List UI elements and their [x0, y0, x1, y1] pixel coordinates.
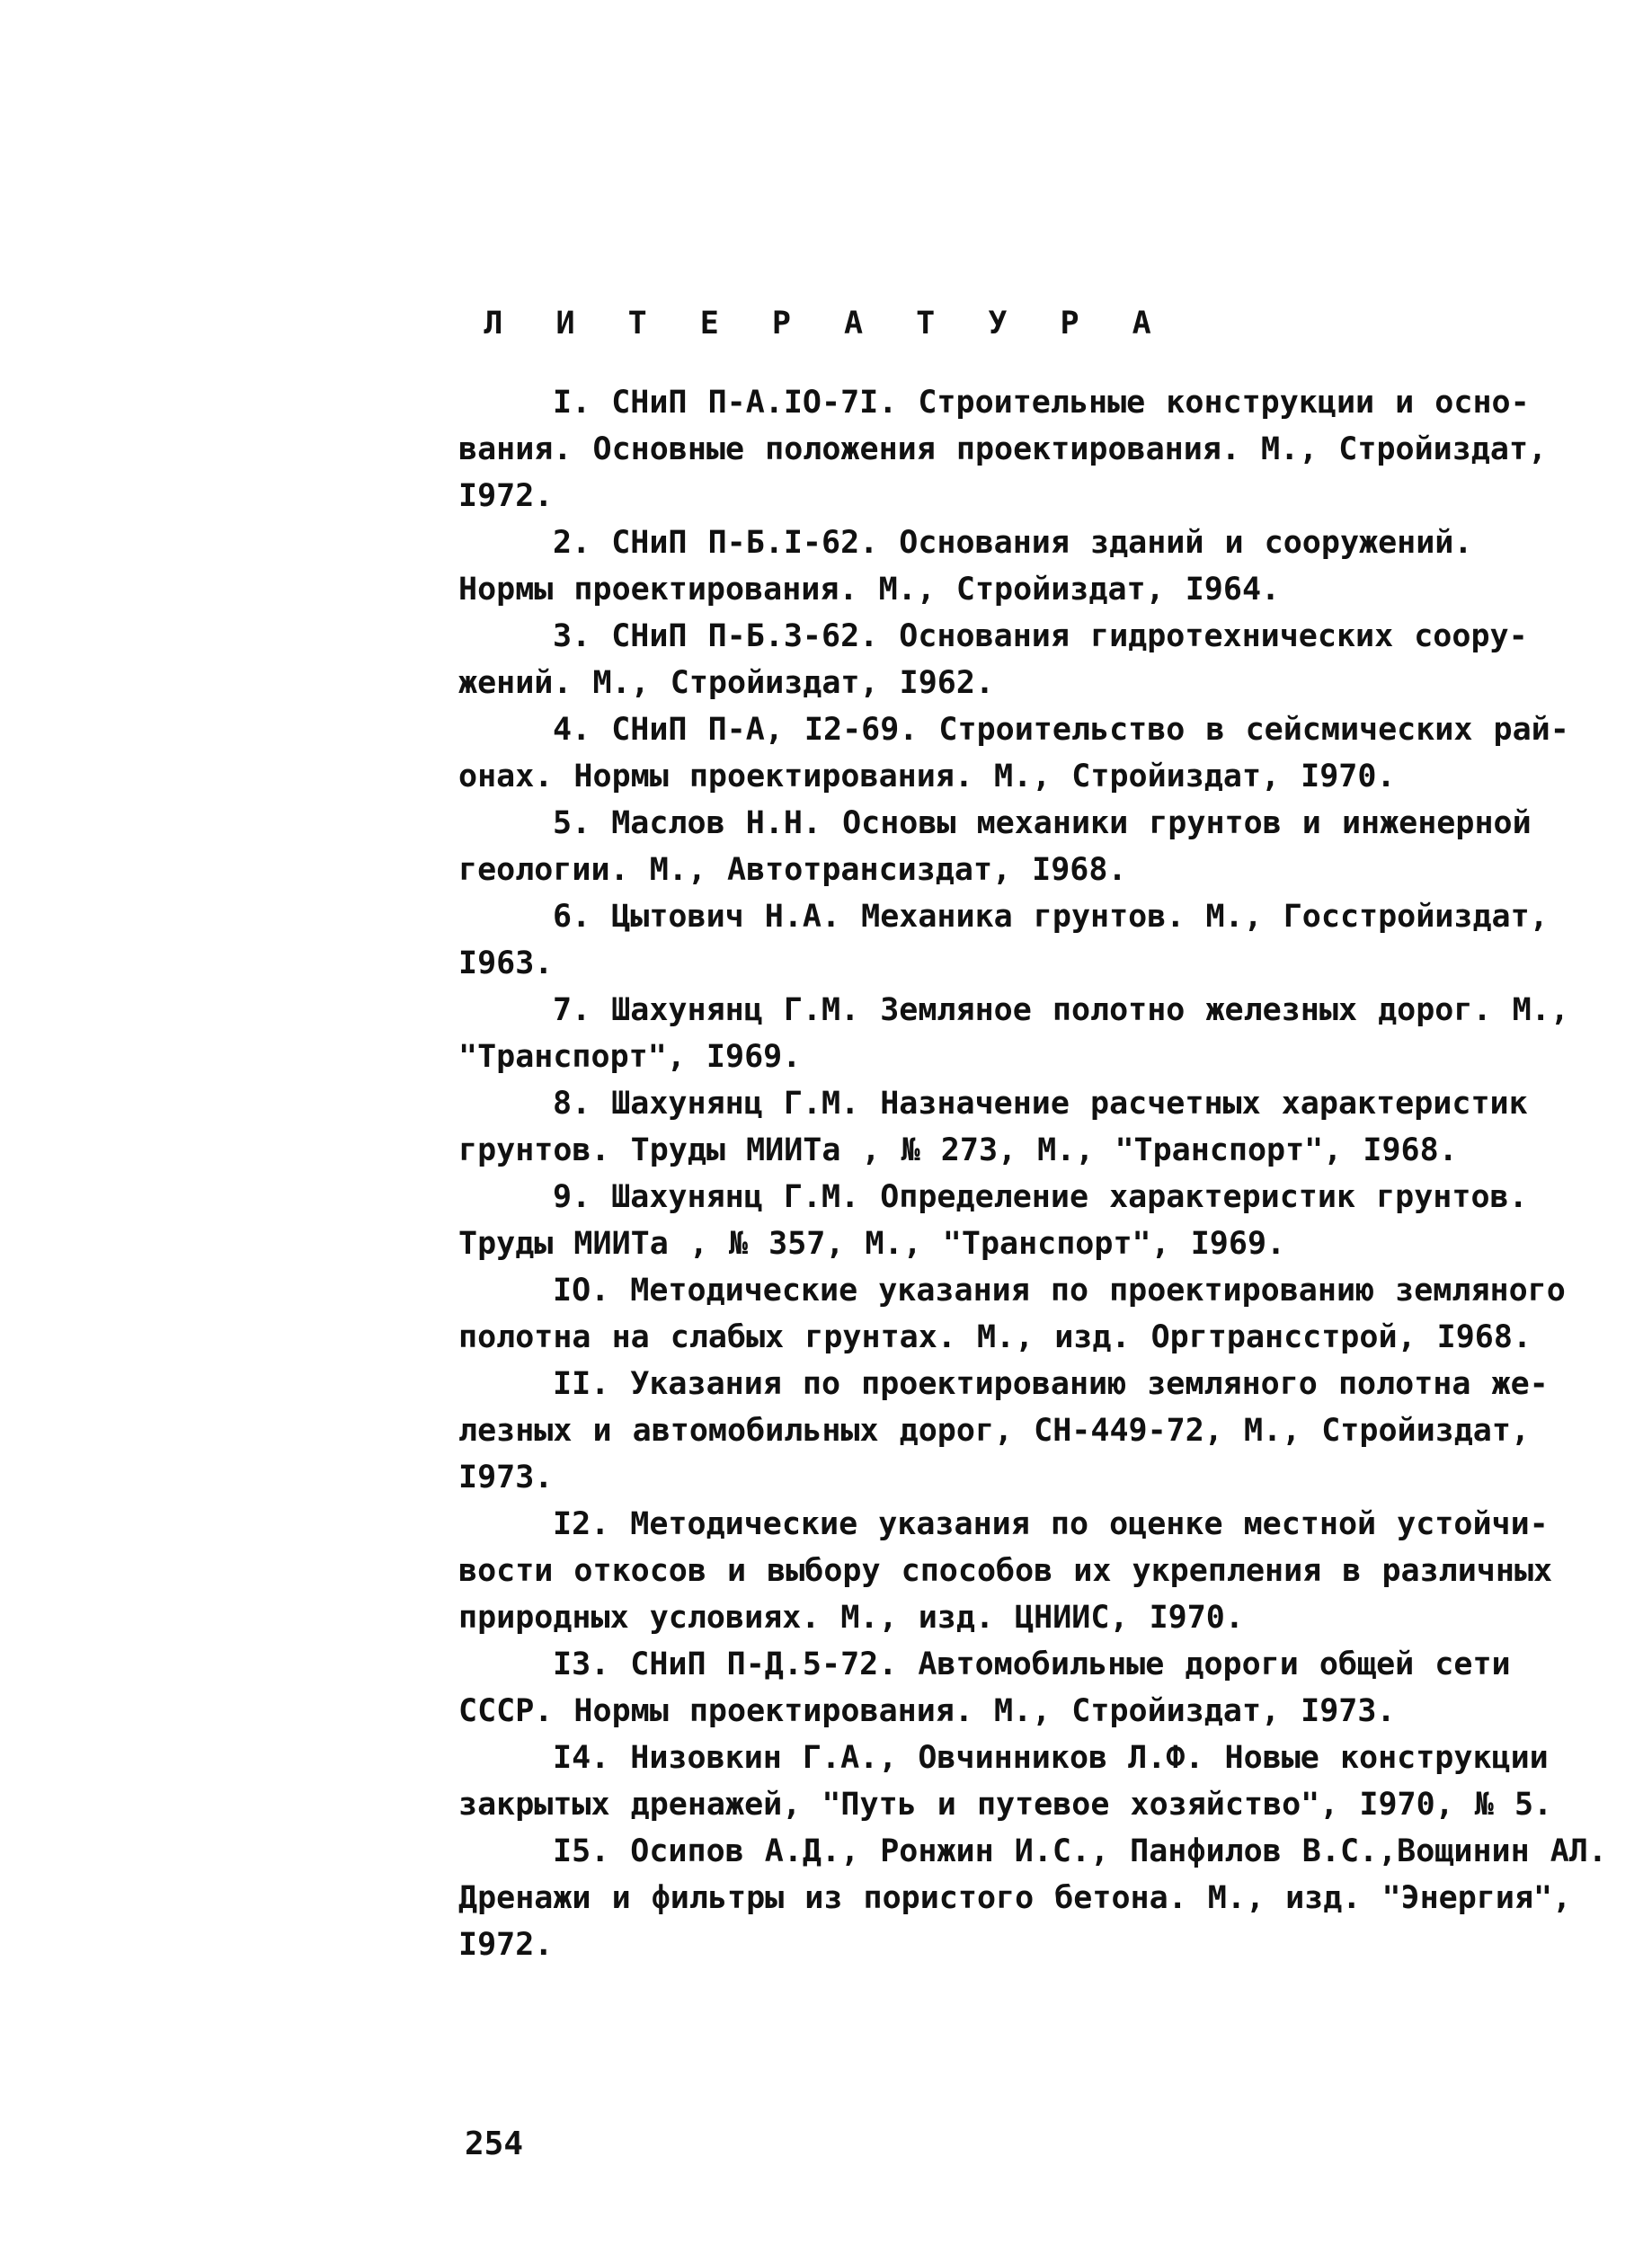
reference-line: 4. СНиП П-А, I2-69. Строительство в сейсмических рай- — [553, 712, 1569, 748]
reference-item — [458, 706, 1569, 800]
reference-line: IO. Методические указания по проектированию земляного — [553, 1273, 1566, 1309]
reference-line: "Транспорт", I969. — [458, 1039, 802, 1075]
reference-line: II. Указания по проектированию земляного полотна же- — [553, 1366, 1549, 1402]
reference-line: I3. СНиП П-Д.5-72. Автомобильные дороги общей сети — [553, 1646, 1511, 1682]
reference-item — [458, 1361, 1559, 1501]
reference-list — [458, 379, 1607, 1968]
reference-item — [458, 987, 1569, 1080]
reference-line: полотна на слабых грунтах. М., изд. Оргтрансстрой, I968. — [458, 1319, 1532, 1355]
reference-line: I2. Методические указания по оценке местной устойчи- — [553, 1506, 1549, 1542]
reference-line: 9. Шахунянц Г.М. Определение характеристик грунтов. — [553, 1179, 1528, 1215]
reference-item — [458, 613, 1559, 706]
reference-line: жений. М., Стройиздат, I962. — [458, 665, 995, 701]
reference-line: лезных и автомобильных дорог, СН-449-72, М., Стройиздат, — [458, 1413, 1531, 1449]
reference-line: I973. — [458, 1460, 554, 1495]
reference-item — [458, 893, 1559, 987]
reference-line: 8. Шахунянц Г.М. Назначение расчетных характеристик — [553, 1086, 1528, 1122]
reference-line: природных условиях. М., изд. ЦНИИС, I970. — [458, 1600, 1244, 1636]
reference-line: 5. Маслов Н.Н. Основы механики грунтов и инженерной — [553, 805, 1532, 841]
reference-item — [458, 1174, 1559, 1267]
reference-item — [458, 1501, 1559, 1641]
reference-line: геологии. М., Автотрансиздат, I968. — [458, 852, 1127, 888]
reference-line: Труды МИИТа , № 357, М., "Транспорт", I969. — [458, 1226, 1286, 1262]
reference-item — [458, 379, 1559, 519]
reference-line: 7. Шахунянц Г.М. Земляное полотно железных дорог. М., — [553, 992, 1569, 1028]
reference-line: I972. — [458, 478, 554, 514]
reference-line: 3. СНиП П-Б.3-62. Основания гидротехнических соору- — [553, 618, 1528, 654]
reference-line: закрытых дренажей, "Путь и путевое хозяйство", I970, № 5. — [458, 1787, 1553, 1823]
reference-line: 6. Цытович Н.А. Механика грунтов. М., Госстройиздат, — [553, 899, 1549, 935]
reference-line: I4. Низовкин Г.А., Овчинников Л.Ф. Новые конструкции — [553, 1740, 1549, 1776]
reference-item — [458, 1735, 1559, 1828]
reference-item — [458, 1267, 1566, 1361]
reference-line: Нормы проектирования. М., Стройиздат, I964. — [458, 572, 1281, 608]
reference-line: I. СНиП П-А.IO-7I. Строительные конструкции и осно- — [553, 385, 1530, 421]
reference-line: I963. — [458, 945, 554, 981]
reference-line: 2. СНиП П-Б.I-62. Основания зданий и сооружений. — [553, 525, 1473, 561]
page-number: 254 — [465, 2125, 524, 2162]
reference-item — [458, 1828, 1607, 1968]
reference-item — [458, 1080, 1559, 1174]
reference-line: Дренажи и фильтры из пористого бетона. М., изд. "Энергия", — [458, 1880, 1572, 1916]
reference-item — [458, 519, 1559, 613]
page-heading: Л И Т Е Р А Т У Р А — [484, 306, 1168, 342]
reference-item — [458, 1641, 1559, 1735]
reference-line: СССР. Нормы проектирования. М., Стройиздат, I973. — [458, 1693, 1396, 1729]
reference-line: I5. Осипов А.Д., Ронжин И.С., Панфилов В.С.,Вощинин АЛ. — [553, 1833, 1607, 1869]
reference-line: онах. Нормы проектирования. М., Стройиздат, I970. — [458, 759, 1396, 794]
reference-item — [458, 800, 1559, 893]
reference-line: I972. — [458, 1927, 554, 1963]
reference-line: вания. Основные положения проектирования. М., Стройиздат, — [458, 431, 1548, 467]
reference-line: вости откосов и выбору способов их укрепления в различных — [458, 1553, 1553, 1589]
reference-line: грунтов. Труды МИИТа , № 273, М., "Транспорт", I968. — [458, 1132, 1458, 1168]
